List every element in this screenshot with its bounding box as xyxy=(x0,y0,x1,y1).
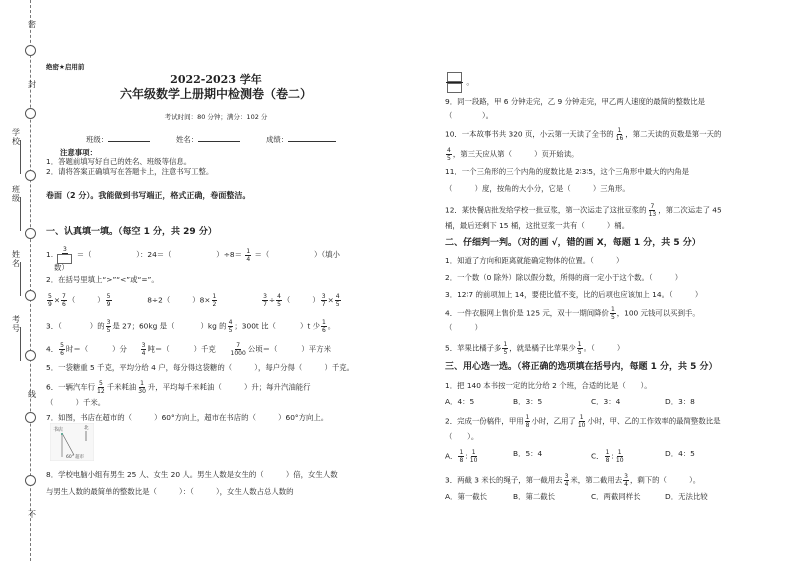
judge-1: 1．知道了方向和距离就能确定物体的位置。（ ） xyxy=(445,256,624,265)
choice-2-wrap: （ ）。 xyxy=(445,432,479,441)
question-12: 12．某快餐店批发给学校一批豆浆，第一次运走了这批豆浆的 $\frac{7}{13}$ ，第二次运走了 45 xyxy=(445,203,722,218)
judge-4: 4．一件衣服网上售价是 125 元，双十一期间降价 $\frac{1}{5}$ ，100 元钱可以买到手。 xyxy=(445,306,700,321)
class-field xyxy=(86,134,150,144)
diagram-label-north: 北 xyxy=(84,426,89,431)
option-c[interactable]: C．3：4 xyxy=(591,397,621,406)
judge-2: 2．一个数（0 除外）除以假分数，所得的商一定小于这个数。（ ） xyxy=(445,273,683,282)
option-d[interactable]: D．3：8 xyxy=(665,397,695,406)
binding-field-line xyxy=(20,327,21,361)
option-c[interactable]: C．两截同样长 xyxy=(591,492,641,501)
answer-box[interactable] xyxy=(447,83,462,93)
fraction: 3 xyxy=(56,246,73,264)
q-number: 1. xyxy=(46,250,54,259)
note-1: 1．答题前填写好自己的姓名、班级等信息。 xyxy=(46,157,192,166)
question-7: 7．如图，书店在超市的（ ）60°方向上，超市在书店的（ ）60°方向上。 xyxy=(46,413,329,422)
question-3: 3．（ ）的 $\frac{3}{5}$ 是 27；60kg 是（ ）kg 的 $\frac{4}{5}$ ；300t 比（ ）t 少 $\frac{1}{6}$ 。 xyxy=(46,319,336,334)
binding-margin xyxy=(0,0,38,561)
option-b[interactable]: B．3：5 xyxy=(513,397,543,406)
name-label: 姓名： xyxy=(176,135,199,144)
question-10-wrap: $\frac{4}{5}$ ，第三天应从第（ ）页开始读。 xyxy=(447,147,579,162)
question-4: 4． $\frac{5}{6}$ 时＝（ ）分 $\frac{3}{4}$ 吨＝（ ）千克 $\frac{7}{1000}$ 公顷＝（ ）平方米 xyxy=(46,342,331,357)
option-c[interactable]: C． $\frac{1}{8}$ : $\frac{1}{10}$ xyxy=(591,449,624,464)
binding-hole xyxy=(25,108,36,119)
binding-hole xyxy=(25,412,36,423)
option-a[interactable]: A．4：5 xyxy=(445,397,475,406)
binding-hole xyxy=(25,475,36,486)
seal-char: 封 xyxy=(28,80,36,89)
binding-field-line xyxy=(20,262,21,296)
class-input[interactable] xyxy=(108,134,150,142)
question-1: 1. 3 ＝（ ）：24＝（ ）÷8＝ $\frac{1}{4}$ ＝（ ）（填小 xyxy=(46,246,340,263)
notes-title: 注意事项： xyxy=(60,148,97,157)
question-9: 9．同一段路，甲 6 分钟走完，乙 9 分钟走完，甲乙两人速度的最简的整数比是 xyxy=(445,97,706,106)
score-field xyxy=(266,134,336,144)
question-12-wrap: 桶，最后还剩下 15 桶，这批豆浆一共有（ ）桶。 xyxy=(445,221,630,230)
diagram-label-angle: 60° xyxy=(66,455,74,460)
question-9-wrap: （ ）。 xyxy=(445,111,494,120)
diagram-label-bookstore: 书店 xyxy=(53,427,64,433)
score-input[interactable] xyxy=(288,134,336,142)
seal-char: 线 xyxy=(28,390,36,399)
question-6: 6．一辆汽车行 $\frac{5}{12}$ 千米耗油 $\frac{1}{30}$ 升，平均每千米耗油（ ）升；每升汽油能行 xyxy=(46,380,311,395)
option-a[interactable]: A． $\frac{1}{8}$ : $\frac{1}{10}$ xyxy=(445,449,478,464)
question-6-wrap: （ ）千米。 xyxy=(46,398,106,407)
seal-char: 密 xyxy=(28,20,36,29)
option-b[interactable]: B．第二截长 xyxy=(513,492,556,501)
option-b[interactable]: B．5：4 xyxy=(513,449,543,458)
binding-hole xyxy=(25,290,36,301)
question-5: 5．一袋糖重 5 千克，平均分给 4 户，每分得这袋糖的（ ），每户分得（ ）千克。 xyxy=(46,363,355,372)
score-label: 成绩： xyxy=(266,135,289,144)
class-label: 班级： xyxy=(86,135,109,144)
binding-label-name: 姓名 xyxy=(12,250,20,268)
question-2-items: $\frac{5}{9}$ × $\frac{7}{6}$ （ ） $\frac{5}{9}$ 8÷2（ ）8× $\frac{1}{2}$ $\frac{3}{7}$ ÷ $\frac{4}{5}$ （ ） $\frac{3}{7}$ × $\frac{4}{5}$ xyxy=(48,293,340,308)
binding-hole xyxy=(25,45,36,56)
choice-3: 3．两截 3 米长的绳子，第一截用去 $\frac{3}{4}$ 米，第二截用去 $\frac{3}{4}$ ，剩下的（ ）。 xyxy=(445,473,701,488)
binding-field-line xyxy=(20,197,21,231)
question-1-wrap: 数） xyxy=(54,263,69,272)
section-1-title: 一、认真填一填。（每空 1 分，共 29 分） xyxy=(46,227,217,237)
diagram-label-market: 超市 xyxy=(75,455,84,460)
name-input[interactable] xyxy=(198,134,240,142)
question-8-line1: 8．学校电脑小组有男生 25 人、女生 20 人。男生人数是女生的（ ）倍，女生人数 xyxy=(46,470,338,479)
binding-field-line xyxy=(20,140,21,174)
question-8-line2: 与男生人数的最简单的整数比是（ ）：（ ），女生人数占总人数的 xyxy=(46,487,294,496)
page-title: 六年级数学上册期中检测卷（卷二） xyxy=(119,87,312,101)
judge-4-wrap: （ ） xyxy=(445,323,482,332)
option-d[interactable]: D．4：5 xyxy=(665,449,695,458)
option-d[interactable]: D．无法比较 xyxy=(665,492,708,501)
direction-diagram xyxy=(50,423,94,461)
binding-hole xyxy=(25,228,36,239)
binding-label-school: 学校 xyxy=(12,128,20,146)
note-2: 2．请将答案正确填写在答题卡上，注意书写工整。 xyxy=(46,167,214,176)
fraction: $\frac{1}{4}$ xyxy=(246,247,251,263)
secret-mark: 绝密★启用前 xyxy=(46,63,85,71)
judge-5: 5．苹果比橘子多 $\frac{1}{5}$ ，就是橘子比苹果少 $\frac{1}{5}$ 。（ ） xyxy=(445,341,625,356)
option-a[interactable]: A．第一截长 xyxy=(445,492,488,501)
section-2-title: 二、仔细判一判。（对的画 √，错的画 X，每题 1 分，共 5 分） xyxy=(445,238,701,248)
neatness-note: 卷面（2 分）。我能做到书写端正，格式正确，卷面整洁。 xyxy=(46,191,251,200)
question-10: 10．一本故事书共 320 页，小云第一天读了全书的 $\frac{1}{16}$ ，第二天读的页数是第一天的 xyxy=(445,127,722,142)
binding-label-class: 班级 xyxy=(12,185,20,203)
answer-box[interactable] xyxy=(447,72,462,82)
question-2: 2．在括号里填上“>”“<”或“=”。 xyxy=(46,275,159,284)
question-11: 11．一个三角形的三个内角的度数比是 2∶3∶5，这个三角形中最大的内角是 xyxy=(445,167,690,176)
exam-year: 2022-2023 学年 xyxy=(170,73,262,86)
seal-char: 不 xyxy=(28,510,36,519)
binding-hole xyxy=(25,170,36,181)
question-11-wrap: （ ）度，按角的大小分，它是（ ）三角形。 xyxy=(445,184,630,193)
judge-3: 3．12∶7 的前项加上 14，要使比值不变，比的后项也应该加上 14。（ ） xyxy=(445,290,703,299)
section-3-title: 三、用心选一选。（将正确的选项填在括号内，每题 1 分，共 5 分） xyxy=(445,362,718,372)
choice-1: 1．把 140 本书按一定的比分给 2 个班，合适的比是（ ）。 xyxy=(445,381,652,390)
binding-label-id: 考号 xyxy=(12,315,20,333)
name-field xyxy=(176,134,240,144)
question-8-end: 。 xyxy=(445,72,474,93)
exam-info: 考试时间：80 分钟；满分：102 分 xyxy=(164,113,268,121)
binding-hole xyxy=(25,350,36,361)
choice-2: 2．完成一份稿件，甲用 $\frac{1}{8}$ 小时，乙用了 $\frac{1}{10}$ 小时，甲、乙的工作效率的最简整数比是 xyxy=(445,414,721,429)
